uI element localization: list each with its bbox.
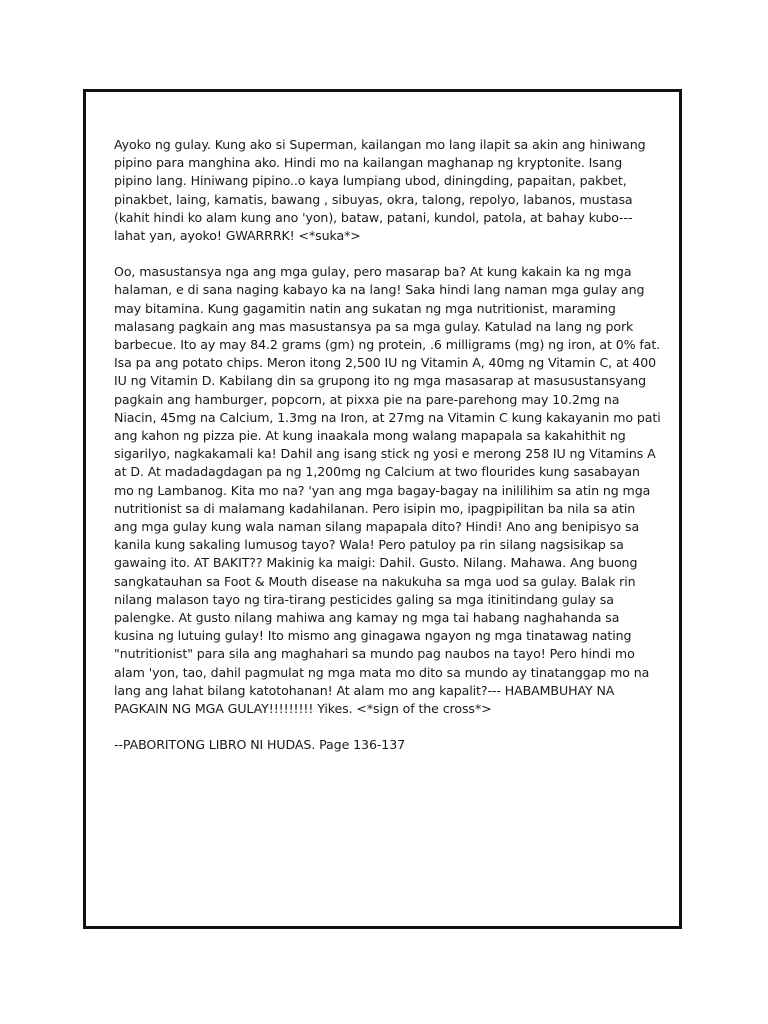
document-body (114, 136, 662, 773)
paragraph-intro: Ayoko ng gulay. Kung ako si Superman, kailangan mo lang ilapit sa akin ang hiniwang pipino para manghina ako. Hindi mo na kailangan maghanap ng kryptonite. Isang pipino lang. Hiniwang pipino..o kaya lumpiang ubod, diningding, papaitan, pakbet, pinakbet, laing, kamatis, bawang , sibuyas, okra, talong, repolyo, labanos, mustasa (kahit hindi ko alam kung ano 'yon), bataw, patani, kundol, patola, at bahay kubo--- lahat yan, ayoko! GWARRRK! <*suka*> (114, 137, 646, 244)
paragraph-main: Oo, masustansya nga ang mga gulay, pero masarap ba? At kung kakain ka ng mga halaman, e di sana naging kabayo ka na lang! Saka hindi lang naman mga gulay ang may bitamina. Kung gagamitin natin ang sukatan ng mga nutritionist, maraming malasang pagkain ang mas masustansya pa sa mga gulay. Katulad na lang ng pork barbecue. Ito ay may 84.2 grams (gm) ng protein, .6 milligrams (mg) ng iron, at 0% fat. Isa pa ang potato chips. Meron itong 2,500 IU ng Vitamin A, 40mg ng Vitamin C, at 400 IU ng Vitamin D. Kabilang din sa grupong ito ng mga masasarap at masusustansyang pagkain ang hamburger, popcorn, at pixxa pie na pare-parehong may 10.2mg na Niacin, 45mg na Calcium, 1.3mg na Iron, at 27mg na Vitamin C kung kakayanin mo pati ang kahon ng pizza pie. At kung inaakala mong walang mapapala sa kakahithit ng sigarilyo, nagkakamali ka! Dahil ang isang stick ng yosi e merong 258 IU ng Vitamins A at D. At madadagdagan pa ng 1,200mg ng Calcium at two flourides kung sasabayan mo ng Lambanog. Kita mo na? 'yan ang mga bagay-bagay na inililihim sa atin ng mga nutritionist sa di malamang kadahilanan. Pero isipin mo, ipagpipilitan ba nila sa atin ang mga gulay kung wala naman silang mapapala dito? Hindi! Ano ang benipisyo sa kanila kung sakaling lumusog tayo? Wala! Pero patuloy pa rin silang nagsisikap sa gawaing ito. AT BAKIT?? Makinig ka maigi: Dahil. Gusto. Nilang. Mahawa. Ang buong sangkatauhan sa Foot & Mouth disease na nakukuha sa mga uod sa gulay. Balak rin nilang malason tayo ng tira-tirang pesticides galing sa mga itinitindang gulay sa palengke. At gusto nilang mahiwa ang kamay ng mga tai habang naghahanda sa kusina ng lutuing gulay! Ito mismo ang ginagawa ngayon ng mga tinatawag nating "nutritionist" para sila ang maghahari sa mundo pag naubos na tayo! Pero hindi mo alam 'yon, tao, dahil pagmulat ng mga mata mo dito sa mundo ay tinatanggap mo na lang ang lahat bilang katotohanan! At alam mo ang kapalit?--- HABAMBUHAY NA PAGKAIN NG MGA GULAY!!!!!!!!! Yikes. <*sign of the cross*> (114, 264, 661, 717)
paragraph-citation: --PABORITONG LIBRO NI HUDAS. Page 136-137 (114, 737, 406, 753)
page-frame (83, 89, 682, 929)
